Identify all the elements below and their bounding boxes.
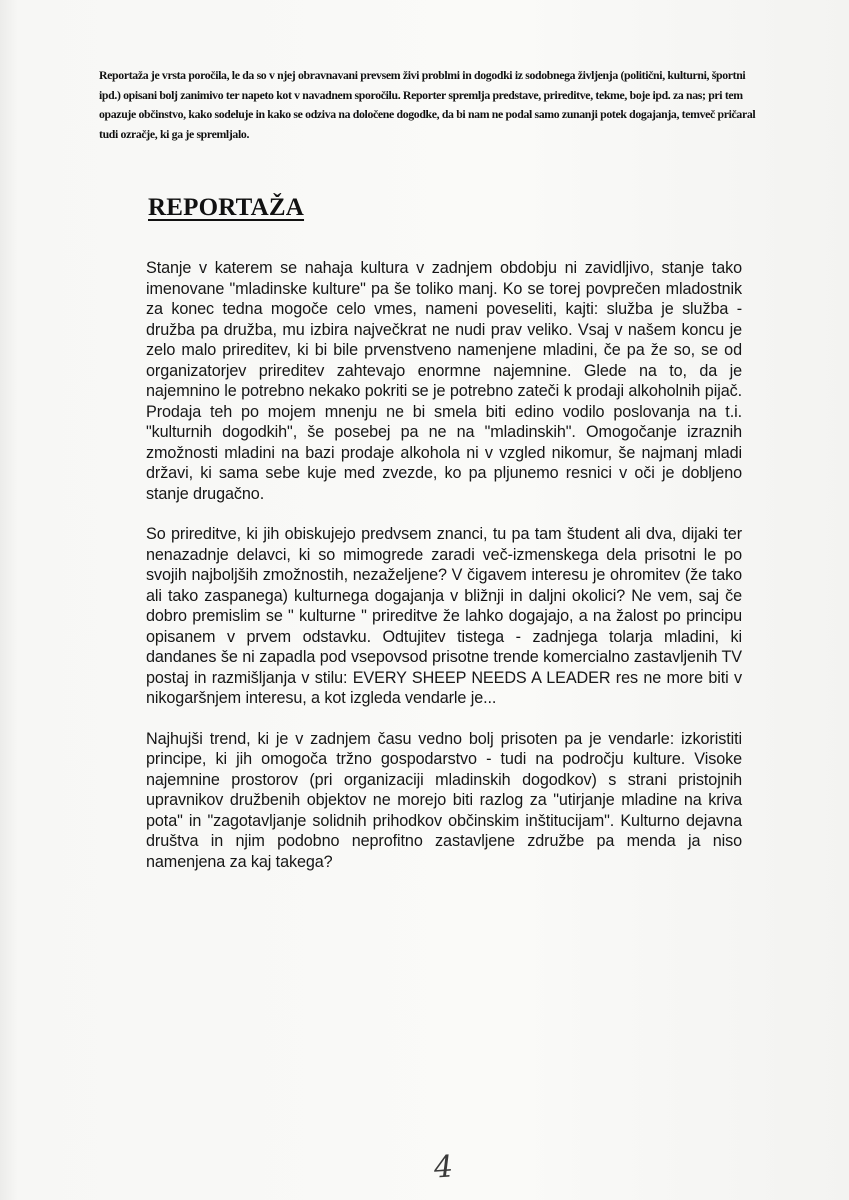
paragraph-2: So prireditve, ki jih obiskujejo predvsem znanci, tu pa tam študent ali dva, dijaki ter nenazadnje delavci, ki so mimogrede zaradi več-izmenskega dela prisotni le po svojih najboljših zmožnostih, nezaželjene? V čigavem interesu je ohromitev (že tako ali tako zaspanega) kulturnega dogajanja v bližnji in daljni okolici? Ne vem, saj če dobro premislim se " kulturne " prireditve že lahko dogajajo, a na žalost po principu opisanem v prvem odstavku. Odtujitev tistega - zadnjega tolarja mladini, ki dandanes še ni zapadla pod vsepovsod prisotne trende komercialno zastavljenih TV postaj in razmišljanja v stilu: EVERY SHEEP NEEDS A LEADER res ne more biti v nikogaršnjem interesu, a kot izgleda vendarle je...	[146, 525, 742, 707]
intro-paragraph	[99, 66, 759, 144]
intro-text: Reportaža je vrsta poročila, le da so v njej obravnavani prevsem živi problmi in dogodki iz sodobnega življenja (politični, kulturni, športni ipd.) opisani bolj zanimivo ter napeto kot v navadnem sporočilu. Reporter spremlja predstave, prireditve, tekme, boje ipd. za nas; pri tem opazuje občinstvo, kako sodeluje in kako se odziva na določene dogodke, da bi nam ne podal samo zunanji potek dogajanja, temveč pričaral tudi ozračje, ki ga je spremljalo.	[99, 68, 756, 141]
handwritten-page-number: 4	[432, 1149, 455, 1186]
article-body	[146, 258, 742, 892]
page-title: REPORTAŽA	[148, 194, 305, 221]
paragraph-1: Stanje v katerem se nahaja kultura v zadnjem obdobju ni zavidljivo, stanje tako imenovane "mladinske kulture" pa še toliko manj. Ko se torej povprečen mladostnik za konec tedna mogoče celo vmes, nameni poveseliti, kajti: služba je služba - družba pa družba, mu izbira največkrat ne nudi prav veliko. Vsaj v našem koncu je zelo malo prireditev, ki bi bile prvenstveno namenjene mladini, če pa že so, se od organizatorjev prireditev zahtevajo enormne najemnine. Glede na to, da je najemnino le potrebno nekako pokriti se je potrebno zateči k prodaji alkoholnih pijač. Prodaja teh po mojem mnenju ne bi smela biti edino vodilo poslovanja na t.i. "kulturnih dogodkih", še posebej pa ne na "mladinskih". Omogočanje izraznih zmožnosti mladini na bazi prodaje alkohola ni v vzgled nikomur, še najmanj mladi državi, ki sama sebe kuje med zvezde, ko pa pljunemo resnici v oči je dobljeno stanje drugačno.	[146, 259, 742, 503]
paragraph-3: Najhujši trend, ki je v zadnjem času vedno bolj prisoten pa je vendarle: izkoristiti principe, ki jih omogoča tržno gospodarstvo - tudi na področju kulture. Visoke najemnine prostorov (pri organizaciji mladinskih dogodkov) s strani pristojnih upravnikov družbenih objektov ne morejo biti razlog za "utirjanje mladine na kriva pota" in "zagotavljanje solidnih prihodkov občinskim inštitucijam". Kulturno dejavna društva in njim podobno neprofitno zastavljene združbe pa menda ja niso namenjena za kaj takega?	[146, 729, 742, 871]
